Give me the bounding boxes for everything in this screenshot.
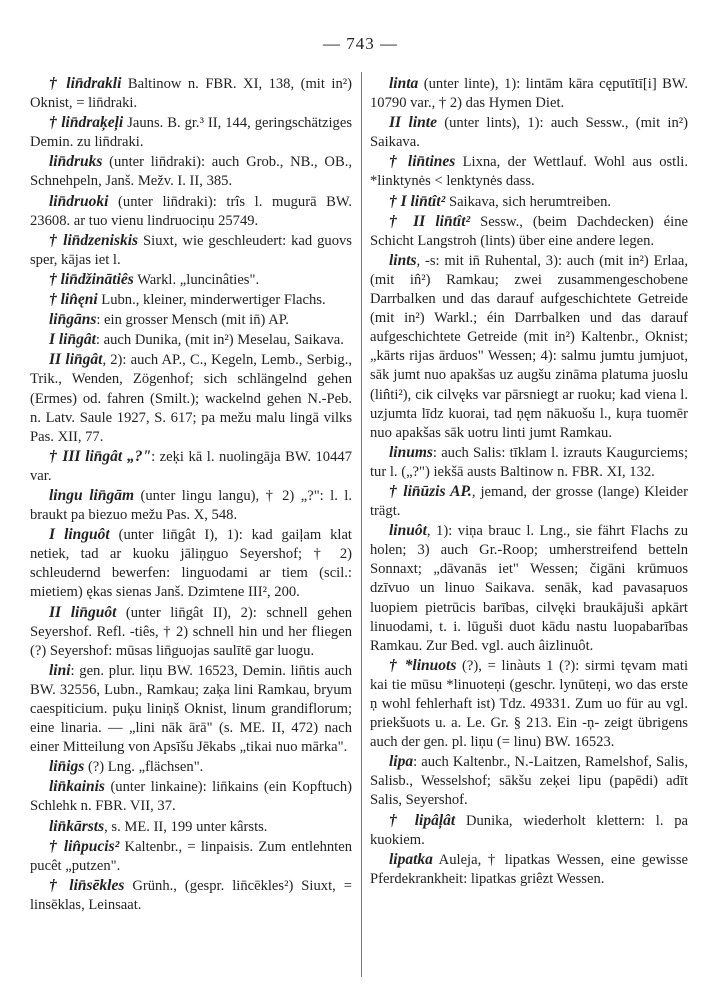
headword: † lipâļât — [388, 811, 456, 829]
dictionary-entry: lipatka Auleja, † lipatkas Wessen, eine gewisse Pferdekrankheit: lipatkas griêzt Wessen. — [370, 850, 688, 887]
headword: I lin̄gât — [48, 331, 96, 349]
headword: lin̄druoki — [48, 192, 109, 210]
dictionary-entry: lints, -s: mit in̄ Ruhental, 3): auch (mit in²) Erlaa, (mit in̂²) Ramkau; zwei zusammengeschobene Darrbalken und das darauf aufgeschichtete Getreide (mit in²) Warkl.; éin Darrbalken und das darauf aufgeschichtete Getreide (mit in²) Kaltenbr., Oknist; „kārts rijas ārduos" Wessen; 4): salmu jumtu jumjuot, sāk jumt nuo apakšas uz augšu zināma platuma juoslu (lin̂ti²), cik cilvęks var pārsniegt ar ruoku; kad viena l. uzjumta līdz kuorai, tad ņęm nākuošu l., kuŗa tuomēr nuo apakšas sāk uotru linti jumt Ramkau. — [370, 251, 688, 441]
dictionary-entry: linums: auch Salis: tīklam l. izrauts Kaugurciems; tur l. („?") iekšā austs Baltinow n. FBR. XI, 132. — [370, 443, 688, 480]
dictionary-entry: II lin̄guôt (unter lin̄gât II), 2): schnell gehen Seyershof. Refl. -tiês, † 2) schnell hin und her fliegen (?) Seyershof: mūsas lin̄guojas saulītē gar luogu. — [30, 603, 352, 659]
dictionary-entry: † lin̄dzeniskis Siuxt, wie geschleudert: kad guovs sper, kājas iet l. — [30, 231, 352, 268]
dictionary-entry: lin̄gāns: ein grosser Mensch (mit in̄) AP. — [48, 311, 289, 329]
headword: lipatka — [388, 850, 433, 868]
dictionary-entry: lin̄druks (unter lin̄draki): auch Grob., NB., OB., Schnehpeln, Janš. Mežv. I. II, 385. — [30, 153, 352, 190]
headword: lin̄kārsts — [48, 817, 105, 835]
dictionary-entry: † lipâļât Dunika, wiederholt klettern: l. pa kuokiem. — [370, 811, 688, 848]
headword: † *linuots — [388, 656, 457, 674]
left-column — [30, 74, 352, 915]
dictionary-entry: † lin̄tines Lixna, der Wettlauf. Wohl aus ostli. *linktynės < lenktynės dass. — [370, 153, 688, 190]
headword: lin̄gāns — [48, 311, 97, 329]
headword: † lin̄draķeļi — [48, 114, 124, 132]
headword: † lin̂pucis² — [48, 837, 120, 855]
dictionary-entry: II linte (unter lints), 1): auch Sessw., (mit in²) Saikava. — [370, 114, 688, 151]
dictionary-entry: lini: gen. plur. liņu BW. 16523, Demin. lin̄tis auch BW. 32556, Lubn., Ramkau; zaķa lini Ramkau, bryum caespiticium. puķu liniņš Oknist, linum grandiflorum; eine linaria. — „lini nāk ārā" (s. ME. II, 472) nach einer Mitteilung von Apsīšu Jēkabs „tikai nuo mārka". — [30, 661, 352, 756]
right-column — [370, 74, 688, 889]
headword: lints — [388, 251, 417, 269]
headword: † lin̄dzeniskis — [48, 231, 139, 249]
headword: lin̄igs — [48, 758, 85, 776]
headword: lipa — [388, 753, 414, 771]
dictionary-entry: † lin̄džinātiês Warkl. „luncinâties". — [48, 270, 260, 288]
headword: lin̄kainis — [48, 778, 105, 796]
headword: † lin̄drakli — [48, 75, 122, 92]
headword: † III lin̄gât „?" — [48, 447, 152, 465]
headword: linums — [388, 443, 433, 461]
headword: † lin̄ūzis AP. — [388, 482, 472, 500]
dictionary-entry: lin̄druoki (unter lin̄draki): trîs l. mugurā BW. 23608. ar tuo vienu lindruociņu 25749. — [30, 192, 352, 229]
dictionary-entry: † lin̂ęni Lubn., kleiner, minderwertiger Flachs. — [48, 291, 326, 309]
headword: † lin̄sēkles — [48, 876, 125, 894]
headword: † lin̄džinātiês — [48, 270, 134, 288]
headword: II lin̄gât — [48, 351, 103, 369]
headword: † lin̄tines — [388, 153, 456, 171]
headword: II linte — [388, 114, 437, 132]
headword: lini — [48, 661, 71, 679]
headword: lingu lin̄gām — [48, 486, 135, 504]
page-number: — 743 — — [323, 34, 398, 53]
dictionary-entry: † lin̄sēkles Grünh., (gespr. lin̄cēkles²) Siuxt, = linsēklas, Leinsaat. — [30, 876, 352, 913]
dictionary-entry: II lin̄gât, 2): auch AP., C., Kegeln, Lemb., Serbig., Trik., Wenden, Zögenhof; sich schlängelnd gehen (Ermes) od. fahren (Smilt.); wackelnd gehen N.-Peb. n. Latv. Saule 1927, S. 617; pa mežu malu lingā vilks Pas. XII, 77. — [30, 351, 352, 445]
headword: linta — [388, 75, 419, 92]
dictionary-entry: lin̄igs (?) Lng. „flächsen". — [48, 758, 204, 776]
dictionary-entry: † lin̄drakli Baltinow n. FBR. XI, 138, (mit in²) Oknist, = lin̄draki. — [30, 75, 352, 112]
headword: I linguôt — [48, 526, 110, 544]
dictionary-entry: linuôt, 1): viņa brauc l. Lng., sie fährt Flachs zu holen; 3) auch Gr.-Roop; umherstreifend betteln Sonnaxt; „dāvanās iet" Wessen; čigāni krūmuos dzīvuo un linuo Saikava. senāk, kad pavasaŗuos luopiem pietrūcis barības, cilvęki braukājuši apkārt linuodami, t. i. lūguši duot kādu nastu luopabarības Ramkau. Zur Bed. vgl. auch âizlinuôt. — [370, 522, 688, 654]
headword: linuôt — [388, 522, 427, 540]
dictionary-entry: † *linuots (?), = linàuts 1 (?): sirmi tęvam mati kai tie mūsu *linuoteņi (geschr. lynūteņi, wo das erste ņ wohl fehlerhaft ist) Tdz. 49331. Zum uo für au vgl. priekšuots u. a. Le. Gr. § 213. Ein -ņ- zeigt übrigens auch der gen. pl. liņu (= linu) BW. 16523. — [370, 656, 688, 751]
dictionary-entry: I lin̄gât: auch Dunika, (mit in²) Meselau, Saikava. — [48, 331, 344, 349]
dictionary-entry: † III lin̄gât „?": zeķi kā l. nuolingāja BW. 10447 var. — [30, 447, 352, 484]
dictionary-entry: lipa: auch Kaltenbr., N.-Laitzen, Ramelshof, Salis, Salisb., Wesselshof; sākšu zeķei lipu (papēdi) adīt Salis, Seyershof. — [370, 753, 688, 809]
headword: † II lin̄tît² — [388, 212, 471, 230]
dictionary-entry: I linguôt (unter lin̄gât I), 1): kad gaiļam klat netiek, tad ar kuoku jāliņguo Seyershof; † 2) schleudernd bewerfen: linguodami ar tiem (scil.: mietiem) ękas sienas Janš. Dzimtene III², 200. — [30, 526, 352, 601]
headword: II lin̄guôt — [48, 603, 117, 621]
dictionary-entry: † I lin̄tît² Saikava, sich herumtreiben. — [388, 192, 612, 210]
dictionary-entry: † II lin̄tît² Sessw., (beim Dachdecken) éine Schicht Langstroh (lints) über eine andere legen. — [370, 212, 688, 249]
column-divider — [361, 72, 362, 977]
headword: lin̄druks — [48, 153, 103, 171]
dictionary-entry: lingu lin̄gām (unter lingu langu), † 2) „?": l. l. braukt pa biezuo mežu Pas. X, 548. — [30, 486, 352, 524]
dictionary-entry: † lin̄draķeļi Jauns. B. gr.³ II, 144, geringschätziges Demin. zu lin̄draki. — [30, 114, 352, 151]
dictionary-entry: † lin̂pucis² Kaltenbr., = linpaisis. Zum entlehnten pucêt „putzen". — [30, 837, 352, 874]
headword: † lin̂ęni — [48, 291, 98, 309]
dictionary-entry: lin̄kainis (unter linkaine): lin̄kains (ein Kopftuch) Schlehk n. FBR. VII, 37. — [30, 778, 352, 815]
headword: † I lin̄tît² — [388, 192, 446, 210]
dictionary-entry: linta (unter linte), 1): lintām kāra cęputītī[i] BW. 10790 var., † 2) das Hymen Diet. — [370, 75, 688, 112]
dictionary-entry: lin̄kārsts, s. ME. II, 199 unter kârsts. — [48, 817, 268, 835]
dictionary-entry: † lin̄ūzis AP., jemand, der grosse (lange) Kleider trägt. — [370, 482, 688, 520]
